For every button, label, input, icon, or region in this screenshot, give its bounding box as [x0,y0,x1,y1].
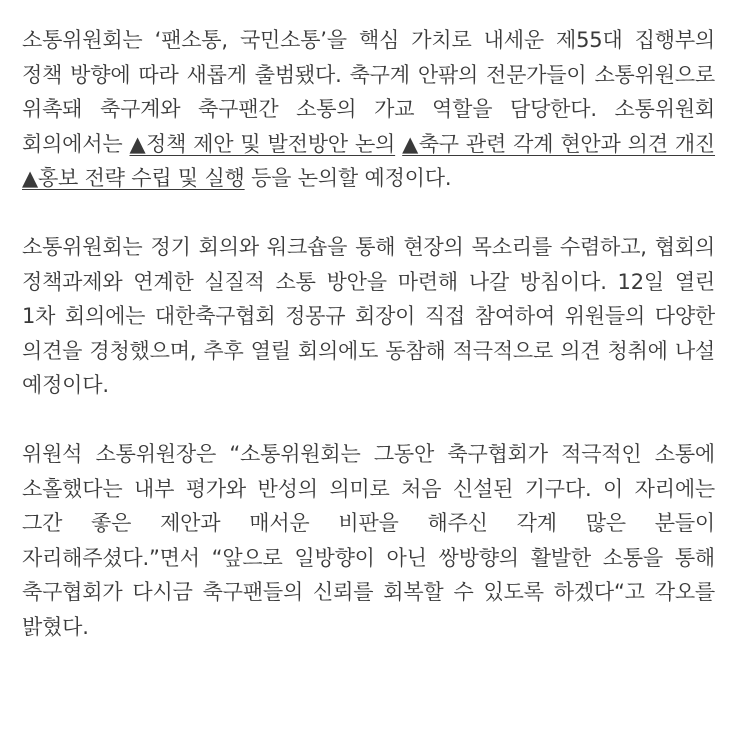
paragraph-committee-launch [22,23,715,196]
paragraph-intro-text: 소통위원회는 ‘팬소통, 국민소통’을 핵심 가치로 내세운 제55대 집행부의 정책 방향에 따라 새롭게 출범됐다. 축구계 안팎의 전문가들이 소통위원으로 위촉돼 축구계와 축구팬간 소통의 가교 역할을 담당한다. 소통위원회 회의에서는 [22,28,715,156]
paragraph-outro-text: 등을 논의할 예정이다. [244,166,452,190]
agenda-item-issues: ▲축구 관련 각계 현안과 의견 개진 [402,131,716,156]
agenda-item-policy: ▲정책 제안 및 발전방안 논의 [129,131,396,156]
agenda-item-pr: ▲홍보 전략 수립 및 실행 [22,166,245,190]
article-body [22,23,715,644]
paragraph-chair-quote: 위원석 소통위원장은 “소통위원회는 그동안 축구협회가 적극적인 소통에 소홀했다는 내부 평가와 반성의 의미로 처음 신설된 기구다. 이 자리에는 그간 좋은 제안과 매서운 비판을 해주신 각계 많은 분들이 자리해주셨다.”면서 “앞으로 일방향이 아닌 쌍방향의 활발한 소통을 통해 축구협회가 다시금 축구팬들의 신뢰를 회복할 수 있도록 하겠다“고 각오를 밝혔다. [22,442,715,639]
paragraph-meetings: 소통위원회는 정기 회의와 워크숍을 통해 현장의 목소리를 수렴하고, 협회의 정책과제와 연계한 실질적 소통 방안을 마련해 나갈 방침이다. 12일 열린 1차 회의에는 대한축구협회 정몽규 회장이 직접 참여하여 위원들의 다양한 의견을 경청했으며, 추후 열릴 회의에도 동참해 적극적으로 의견 청취에 나설 예정이다. [22,235,715,397]
